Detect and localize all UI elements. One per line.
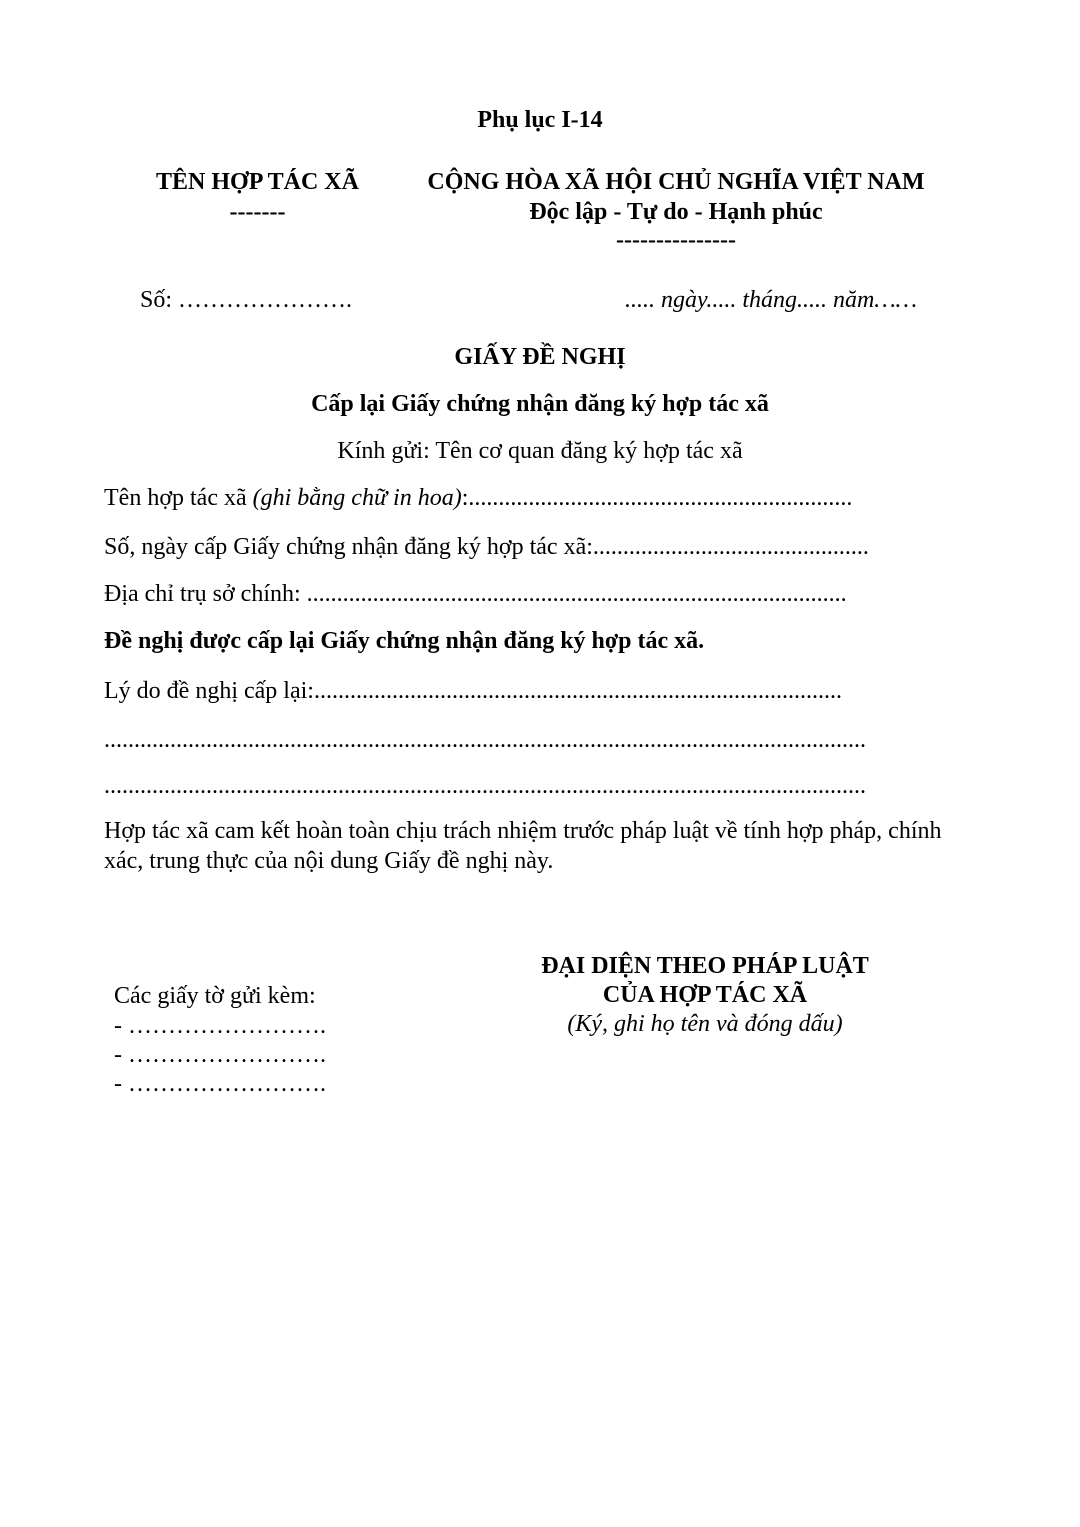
- reissue-reason-field: Lý do đề nghị cấp lại:........................................................................................: [104, 678, 842, 704]
- commitment-paragraph: Hợp tác xã cam kết hoàn toàn chịu trách nhiệm trước pháp luật về tính hợp pháp, chính xác, trung thực của nội dung Giấy đề nghị này.: [104, 818, 942, 874]
- head-office-address-field: Địa chỉ trụ sở chính: ..........................................................................................: [104, 581, 847, 607]
- cooperative-name-hint: (ghi bằng chữ in hoa): [252, 485, 462, 511]
- legal-representative-title-line-2: CỦA HỢP TÁC XÃ: [602, 982, 808, 1008]
- recipient-line: Kính gửi: Tên cơ quan đăng ký hợp tác xã: [337, 438, 743, 464]
- national-title: CỘNG HÒA XÃ HỘI CHỦ NGHĨA VIỆT NAM: [427, 169, 925, 195]
- form-subtitle: Cấp lại Giấy chứng nhận đăng ký hợp tác xã: [311, 391, 769, 417]
- national-motto: Độc lập - Tự do - Hạnh phúc: [529, 199, 823, 225]
- reissue-reason-line: ...............................................................................................................................: [104, 773, 866, 799]
- cooperative-name-field: [104, 484, 852, 513]
- attachment-item: - …………………….: [114, 1071, 326, 1097]
- request-statement: Đề nghị được cấp lại Giấy chứng nhận đăng ký hợp tác xã.: [104, 628, 705, 654]
- national-motto-divider: ---------------: [616, 227, 736, 253]
- reissue-reason-line: ...............................................................................................................................: [104, 727, 866, 753]
- attachment-item: - …………………….: [114, 1042, 326, 1068]
- cooperative-name-heading: TÊN HỢP TÁC XÃ: [156, 169, 359, 195]
- cooperative-name-dots: :................................................................: [461, 485, 853, 511]
- cooperative-name-label: Tên hợp tác xã: [104, 485, 253, 511]
- legal-representative-title: ĐẠI DIỆN THEO PHÁP LUẬT: [541, 953, 869, 979]
- cooperative-name-divider: -------: [229, 199, 286, 225]
- attachments-heading: Các giấy tờ gửi kèm:: [114, 983, 316, 1009]
- document-date-field: ..... ngày..... tháng..... năm……: [625, 287, 918, 313]
- signature-instruction: (Ký, ghi họ tên và đóng dấu): [567, 1011, 843, 1037]
- attachment-item: - …………………….: [114, 1013, 326, 1039]
- form-title: GIẤY ĐỀ NGHỊ: [454, 344, 626, 370]
- appendix-title: Phụ lục I-14: [477, 107, 603, 133]
- certificate-number-date-field: Số, ngày cấp Giấy chứng nhận đăng ký hợp tác xã:..............................................: [104, 534, 869, 560]
- document-number-field: Số: ………………….: [140, 287, 353, 313]
